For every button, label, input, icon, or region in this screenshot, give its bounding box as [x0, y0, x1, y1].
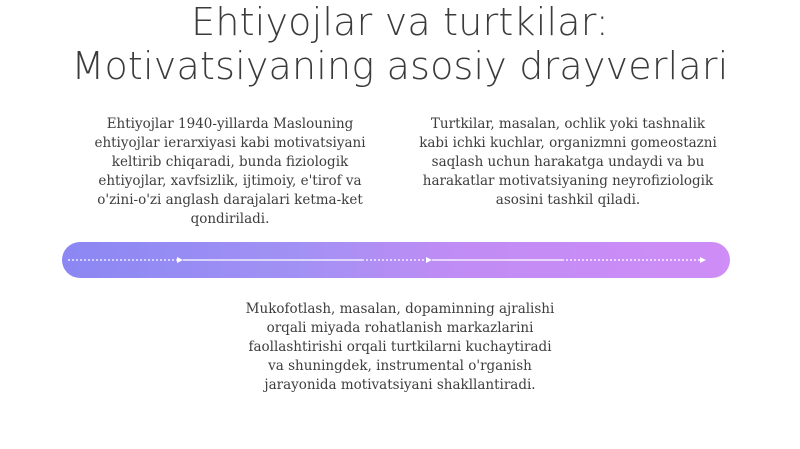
title-line-2: Motivatsiyaning asosiy drayverlari: [71, 44, 729, 88]
arrow-head-icon: [177, 257, 183, 263]
drives-paragraph: Turtkilar, masalan, ochlik yoki tashnalik kabi ichki kuchlar, organizmni gomeostazni saqlash uchun harakatga undaydi va bu harakatlar motivatsiyaning neyrofiziologik asosini tashkil qiladi.: [419, 116, 717, 208]
arrow-head-icon: [426, 257, 432, 263]
reward-paragraph: Mukofotlash, masalan, dopaminning ajralishi orqali miyada rohatlanish markazlarini faollashtirishi orqali turtkilarni kuchaytiradi va shuningdek, instrumental o'rganish jarayonida motivatsiyani shakllantiradi.: [245, 301, 555, 393]
slide-title: [0, 0, 800, 88]
arrow-head-icon: [700, 257, 706, 263]
timeline-arrows: [62, 242, 730, 278]
timeline-bar: [62, 242, 730, 278]
needs-paragraph: Ehtiyojlar 1940-yillarda Maslouning ehtiyojlar ierarxiyasi kabi motivatsiyani keltirib chiqaradi, bunda fiziologik ehtiyojlar, xavfsizlik, ijtimoiy, e'tirof va o'zini-o'zi anglash darajalari ketma-ket qondiriladi.: [94, 116, 366, 227]
title-line-1: Ehtiyojlar va turtkilar:: [191, 0, 609, 44]
